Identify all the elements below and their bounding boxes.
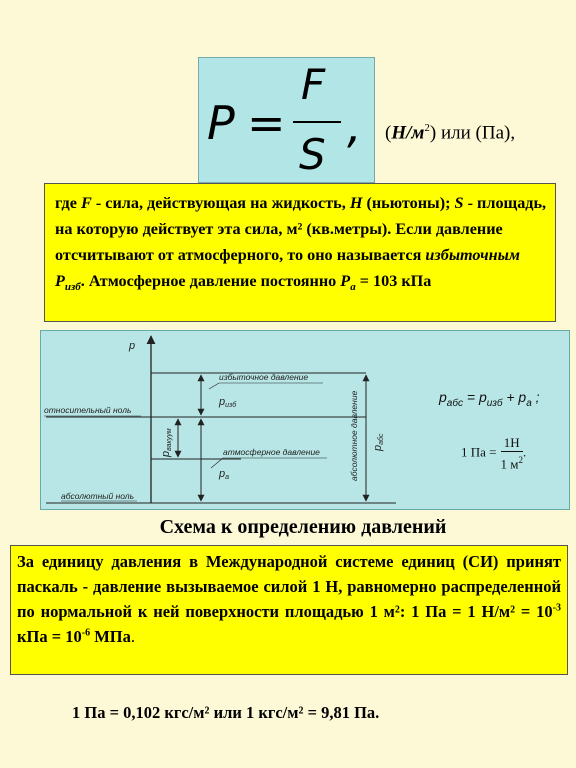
p-vak-symbol: pвакуум (160, 428, 173, 457)
formula-numerator: F (301, 60, 326, 109)
fraction-bar (293, 121, 341, 123)
relative-zero-label: относительный ноль (44, 405, 132, 415)
diagram-svg (41, 331, 571, 511)
def-sub-a: а (350, 281, 356, 294)
formula-equals: = (247, 96, 286, 150)
def-excess: избыточным (425, 246, 520, 264)
atmospheric-pressure-label: атмосферное давление (223, 447, 320, 457)
si-text-mid: кПа = 10 (17, 627, 82, 646)
si-text: За единицу давления в Международной системе единиц (СИ) принят паскаль - давление вызываемое силой 1 Н, равномерно распределенной по нормальной к ней поверхности площадью 1 м²: 1 Па = 1 Н/м² = 10 (17, 552, 561, 621)
def-text-7: = 103 кПа (355, 272, 432, 290)
def-text-4: - площадь, на которую действует эта сила, м² (кв.метры). Если давление отсчитывают от атмосферного, то оно называется (55, 194, 547, 264)
def-text-2: - сила, действующая на жидкость, (91, 194, 350, 212)
formula-comma: , (347, 99, 362, 153)
absolute-pressure-label: абсолютное давление (349, 390, 359, 481)
units-italic: Н/м (391, 122, 425, 144)
def-unit-n: Н (349, 194, 363, 212)
diagram-caption: Схема к определению давлений (159, 516, 447, 538)
pressure-diagram (40, 330, 570, 510)
def-var-pa: P (340, 272, 351, 290)
p-abs-symbol: pабс (372, 433, 385, 451)
def-var-s: S (454, 194, 464, 212)
units-rest: ) или (Па), (429, 122, 516, 144)
excess-pressure-label: избыточное давление (219, 372, 309, 382)
si-exp-1: -3 (552, 602, 561, 614)
def-text-1: где (55, 194, 81, 212)
p-izb-symbol: pизб (219, 396, 237, 409)
pascal-definition-formula: 1 Па = $\frac{1Н}{1 м^2}$ . (461, 435, 527, 472)
absolute-zero-label: абсолютный ноль (61, 491, 135, 501)
def-var-p: P (55, 272, 65, 290)
units-text (385, 122, 515, 144)
si-dot: . (130, 627, 136, 646)
si-definition-box (10, 545, 568, 675)
units-sup: 2 (424, 122, 430, 134)
formula-denominator: S (299, 130, 326, 179)
def-text-3: (ньютоны); (362, 194, 455, 212)
axis-label: p (129, 340, 136, 352)
si-text-end: МПа (90, 627, 131, 646)
units-open: ( (385, 122, 392, 144)
si-exp-2: -6 (81, 627, 91, 639)
pressure-formula (198, 57, 375, 183)
def-var-f: F (80, 194, 92, 212)
def-sub-izb: изб (64, 281, 81, 294)
conversion-line: 1 Па = 0,102 кгс/м² или 1 кгс/м² = 9,81 Па. (72, 703, 380, 722)
p-a-symbol: pа (219, 468, 230, 481)
absolute-pressure-formula: $p_{абс} = p_{изб} + p_а$ ; (439, 389, 540, 409)
def-text-6: . Атмосферное давление постоянно (80, 272, 341, 290)
definition-box (44, 183, 556, 322)
formula-p: P (207, 96, 235, 150)
